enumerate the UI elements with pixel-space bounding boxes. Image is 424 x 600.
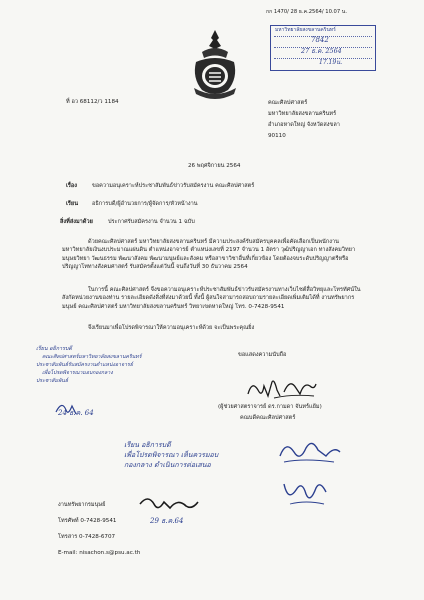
enclosure-label: สิ่งที่ส่งมาด้วย bbox=[60, 219, 93, 225]
letter-date: 26 พฤศจิกายน 2564 bbox=[188, 163, 241, 169]
approval-signature-2 bbox=[276, 474, 334, 508]
university-seal-logo bbox=[190, 28, 240, 100]
left-note-line-5: ประชาสัมพันธ์ bbox=[36, 378, 69, 384]
dean-signature bbox=[244, 374, 320, 402]
contact-phone: โทรศัพท์ 0-7428-9541 bbox=[58, 518, 117, 524]
receive-stamp-time: 17.19น. bbox=[319, 59, 343, 66]
left-note-line-1: เรียน อธิการบดี bbox=[36, 346, 72, 352]
subject-text: ขอความอนุเคราะห์ประชาสัมพันธ์ข่าวรับสมัครงาน คณะศิลปศาสตร์ bbox=[92, 183, 255, 189]
contact-email: E-mail: nisachon.s@psu.ac.th bbox=[58, 550, 141, 556]
to-text: อธิการบดี/ผู้อำนวยการ/ผู้จัดการ/หัวหน้างาน bbox=[92, 201, 198, 207]
receive-stamp-date: 27 ธ.ค. 2564 bbox=[301, 47, 342, 55]
receive-stamp-box bbox=[270, 25, 376, 71]
subject-label: เรื่อง bbox=[66, 183, 78, 189]
bottom-note-line-1: เรียน อธิการบดี bbox=[124, 441, 171, 449]
bottom-note-line-3: กองกลาง ดำเนินการต่อเสนอ bbox=[124, 461, 211, 469]
bottom-note-signature bbox=[134, 492, 204, 516]
sender-line-1: คณะศิลปศาสตร์ bbox=[268, 100, 308, 106]
document-number: ที่ อว 68112/ว 1184 bbox=[66, 99, 119, 105]
left-note-date: 24 ธ.ค. 64 bbox=[58, 409, 94, 417]
bottom-note-date: 29 ธ.ค.64 bbox=[150, 517, 184, 525]
left-note-line-2: คณะศิลปศาสตร์มหาวิทยาลัยสงขลานครินทร์ bbox=[42, 354, 142, 360]
enclosure-text: ประกาศรับสมัครงาน จำนวน 1 ฉบับ bbox=[108, 219, 195, 225]
body-paragraph-1: ด้วยคณะศิลปศาสตร์ มหาวิทยาลัยสงขลานครินทร์ มีความประสงค์รับสมัครบุคคลเพื่อคัดเลือกเป็นพนักงานมหาวิทยาลัยเงินงบประมาณแผ่นดิน ตำแหน่งอาจารย์ ตำแหน่งเลขที่ 2197 จำนวน 1 อัตรา วุฒิปริญญาเอก ทางสังคมวิทยา มนุษยวิทยา วัฒนธรรม พัฒนาสังคม พัฒนามนุษย์และสังคม หรือสาขาวิชาอื่นที่เกี่ยวข้อง โดยต้องจบระดับปริญญาตรีหรือปริญญาโททางสังคมศาสตร์ รับสมัครตั้งแต่วันนี้ จนถึงวันที่ 30 ธันวาคม 2564 bbox=[62, 239, 356, 271]
bottom-note-line-2: เพื่อโปรดพิจารณา เห็นควรมอบ bbox=[124, 451, 219, 459]
left-note-line-3: ประชาสัมพันธ์รับสมัครงานตำแหน่งอาจารย์ bbox=[36, 362, 133, 368]
body-paragraph-2: ในการนี้ คณะศิลปศาสตร์ จึงขอความอนุเคราะห์ประชาสัมพันธ์ข่าวรับสมัครงานทางเว็บไซต์สื่อวิทยุและโทรทัศน์ในสังกัดหน่วยงานของท่าน รายละเอียดดังสิ่งที่ส่งมาด้วยนี้ ทั้งนี้ ผู้สนใจสามารถสอบถามรายละเอียดเพิ่มเติมได้ที่ งานทรัพยากรมนุษย์ คณะศิลปศาสตร์ มหาวิทยาลัยสงขลานครินทร์ วิทยาเขตหาดใหญ่ โทร. 0-7428-9541 bbox=[62, 287, 361, 310]
dean-name: (ผู้ช่วยศาสตราจารย์ ดร.กามดา จันทร์แย้ม) bbox=[218, 404, 322, 410]
reference-stamp: กก 1470/ 28 ธ.ค.2564/ 10.07 น. bbox=[266, 9, 348, 15]
body-paragraph-3: จึงเรียนมาเพื่อโปรดพิจารณาให้ความอนุเคราะห์ด้วย จะเป็นพระคุณยิ่ง bbox=[88, 325, 255, 331]
left-note-line-4: เพื่อโปรดพิจารณามอบกองกลาง bbox=[42, 370, 113, 376]
receive-stamp-no: 7842 bbox=[311, 36, 329, 44]
sender-line-4: 90110 bbox=[268, 133, 286, 139]
to-label: เรียน bbox=[66, 201, 79, 207]
closing-regards: ขอแสดงความนับถือ bbox=[238, 352, 287, 358]
contact-department: งานทรัพยากรมนุษย์ bbox=[58, 502, 106, 508]
approval-signature-1 bbox=[274, 434, 344, 468]
contact-fax: โทรสาร 0-7428-6707 bbox=[58, 534, 116, 540]
receive-stamp-org: มหาวิทยาลัยสงขลานครินทร์ bbox=[275, 27, 336, 33]
dean-position: คณบดีคณะศิลปศาสตร์ bbox=[240, 415, 296, 421]
sender-line-2: มหาวิทยาลัยสงขลานครินทร์ bbox=[268, 111, 337, 117]
sender-line-3: อำเภอหาดใหญ่ จังหวัดสงขลา bbox=[268, 122, 340, 128]
